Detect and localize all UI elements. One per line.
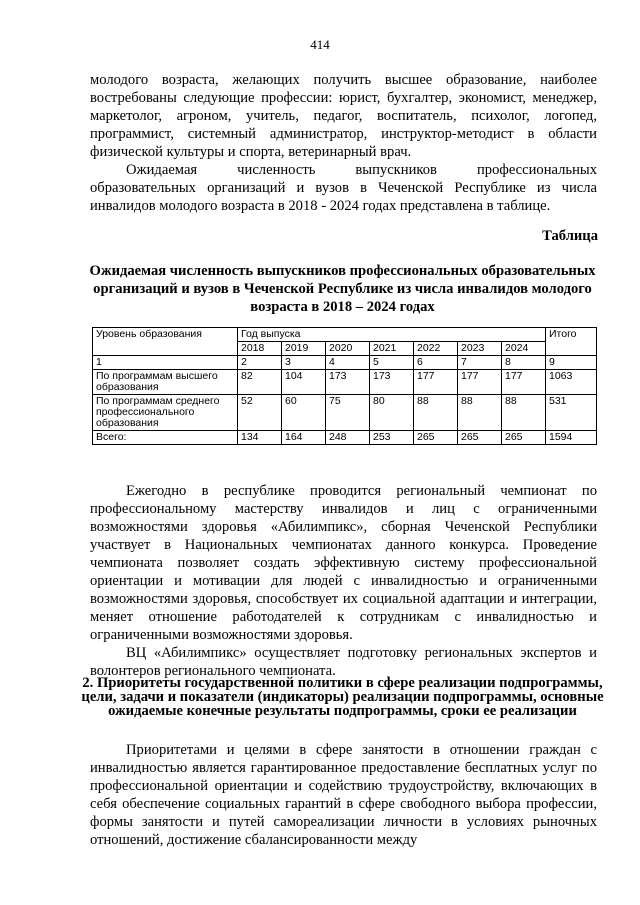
colnum-cell: 5 — [370, 356, 414, 370]
total-cell: 1594 — [546, 431, 597, 445]
year-cell: 2020 — [326, 342, 370, 356]
table-row — [93, 395, 597, 431]
table-colnum-row — [93, 356, 597, 370]
section-heading: 2. Приоритеты государственной политики в сфере реализации подпрограммы, цели, задачи и показатели (индикаторы) реализации подпрограммы, основные ожидаемые конечные результаты подпрограммы, сроки ее реализации — [81, 675, 604, 719]
value-cell: 177 — [458, 370, 502, 395]
table-label: Таблица — [542, 228, 598, 244]
row-label: По программам высшего образования — [93, 370, 238, 395]
table-caption: Ожидаемая численность выпускников профессиональных образовательных организаций и вузов в Чеченской Республике из числа инвалидов молодого возраста в 2018 – 2024 годах — [89, 263, 596, 315]
paragraph-graduates: Ожидаемая численность выпускников профессиональных образовательных организаций и вузов в Чеченской Республике из числа инвалидов молодого возраста в 2018 - 2024 годах представлена в таблице. — [90, 162, 597, 214]
year-cell: 2018 — [238, 342, 282, 356]
paragraph-text: Приоритетами и целями в сфере занятости в отношении граждан с инвалидностью является гарантированное предоставление бесплатных услуг по профессиональной ориентации и содействию трудоустройству, включающих в себя обеспечение социальных гарантий в сфере свободного выбора профессии, формы занятости и путей самореализации личности в условиях рыночных отношений, достижение сбалансированности между — [90, 742, 597, 848]
year-cell: 2024 — [502, 342, 546, 356]
colnum-cell: 2 — [238, 356, 282, 370]
total-cell: 531 — [546, 395, 597, 431]
page-number: 414 — [310, 37, 330, 52]
value-cell: 265 — [414, 431, 458, 445]
paragraph-abilympics — [90, 482, 597, 680]
header-total: Итого — [546, 328, 597, 356]
value-cell: 164 — [282, 431, 326, 445]
value-cell: 177 — [502, 370, 546, 395]
value-cell: 60 — [282, 395, 326, 431]
value-cell: 80 — [370, 395, 414, 431]
value-cell: 253 — [370, 431, 414, 445]
table-header-row — [93, 328, 597, 342]
colnum-cell: 1 — [93, 356, 238, 370]
colnum-cell: 7 — [458, 356, 502, 370]
paragraph-text: ВЦ «Абилимпикс» осуществляет подготовку региональных экспертов и волонтеров регионального чемпионата. — [90, 645, 597, 679]
value-cell: 177 — [414, 370, 458, 395]
table-row — [93, 431, 597, 445]
total-cell: 1063 — [546, 370, 597, 395]
colnum-cell: 4 — [326, 356, 370, 370]
year-cell: 2023 — [458, 342, 502, 356]
value-cell: 265 — [502, 431, 546, 445]
value-cell: 82 — [238, 370, 282, 395]
paragraph-text: молодого возраста, желающих получить высшее образование, наиболее востребованы следующие профессии: юрист, бухгалтер, экономист, менеджер, маркетолог, агроном, учитель, педагог, воспитатель, психолог, логопед, программист, системный администратор, инструктор-методист в области физической культуры и спорта, ветеринарный врач. — [90, 72, 597, 160]
graduates-table — [92, 327, 597, 445]
value-cell: 173 — [370, 370, 414, 395]
value-cell: 88 — [502, 395, 546, 431]
value-cell: 52 — [238, 395, 282, 431]
colnum-cell: 9 — [546, 356, 597, 370]
value-cell: 265 — [458, 431, 502, 445]
value-cell: 134 — [238, 431, 282, 445]
year-cell: 2019 — [282, 342, 326, 356]
paragraph-professions — [90, 71, 597, 215]
year-cell: 2022 — [414, 342, 458, 356]
colnum-cell: 8 — [502, 356, 546, 370]
value-cell: 248 — [326, 431, 370, 445]
header-level: Уровень образования — [93, 328, 238, 356]
value-cell: 88 — [458, 395, 502, 431]
row-label: По программам среднего профессионального образования — [93, 395, 238, 431]
header-year: Год выпуска — [238, 328, 546, 342]
value-cell: 173 — [326, 370, 370, 395]
colnum-cell: 6 — [414, 356, 458, 370]
table-row — [93, 370, 597, 395]
row-label: Всего: — [93, 431, 238, 445]
value-cell: 88 — [414, 395, 458, 431]
year-cell: 2021 — [370, 342, 414, 356]
paragraph-text: Ежегодно в республике проводится региональный чемпионат по профессиональному мастерству инвалидов и лиц с ограниченными возможностями здоровья «Абилимпикс», сборная Чеченской Республики участвует в Национальных чемпионатах данного конкурса. Проведение чемпионата позволяет создать эффективную систему профессиональной ориентации и мотивации для людей с инвалидностью и ограниченными возможностями здоровья, способствует их социальной адаптации и интеграции, меняет отношение работодателей к сотрудникам с инвалидностью и ограниченными возможностями здоровья. — [90, 483, 597, 643]
value-cell: 104 — [282, 370, 326, 395]
colnum-cell: 3 — [282, 356, 326, 370]
value-cell: 75 — [326, 395, 370, 431]
paragraph-priorities — [90, 741, 597, 849]
